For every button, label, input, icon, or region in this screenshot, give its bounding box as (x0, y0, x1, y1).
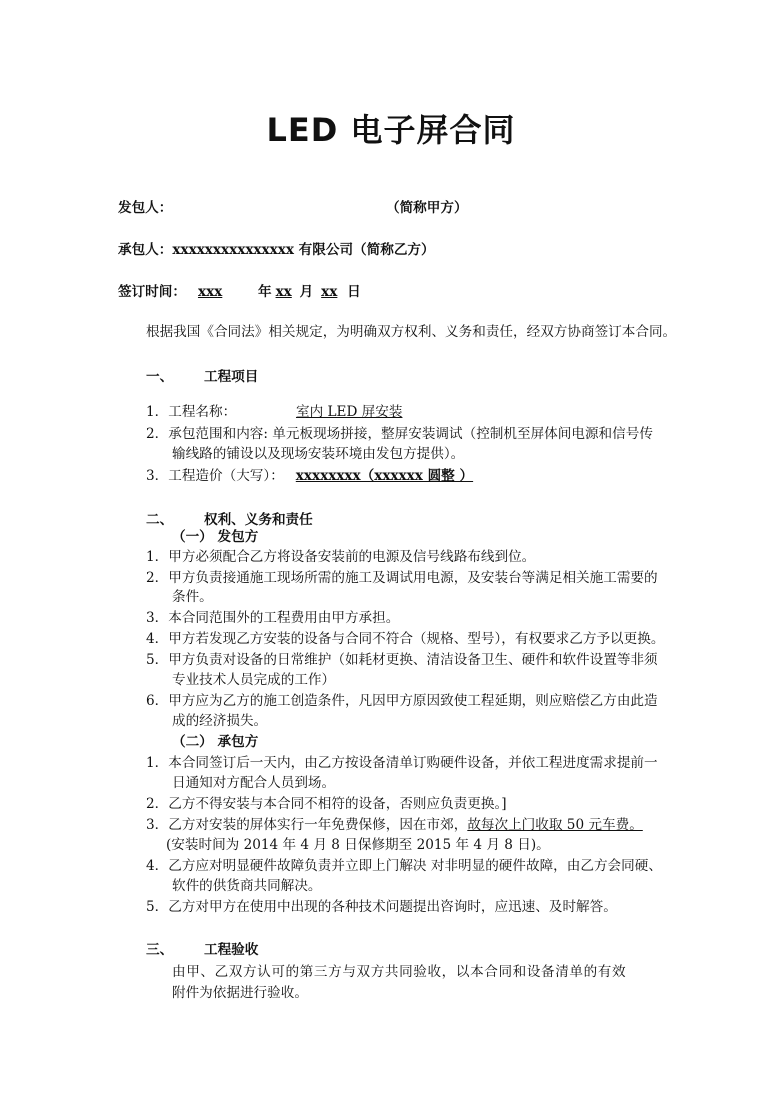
s3-body-line1: 由甲、乙双方认可的第三方与双方共同验收，以本合同和设备清单的有效 (172, 964, 627, 980)
sign-label: 签订时间： (118, 284, 186, 300)
section1-number: 一、 (146, 369, 174, 385)
s2-a6-line1: 6．甲方应为乙方的施工创造条件，凡因甲方原因致使工程延期，则应赔偿乙方由此造 (146, 693, 658, 709)
s2-a2-line1: 2．甲方负责接通施工现场所需的施工及调试用电源，及安装台等满足相关施工需要的 (146, 570, 658, 586)
section2-title: 权利、义务和责任 (204, 512, 313, 528)
s2-b3-line1 (146, 815, 643, 835)
sign-day-unit: 日 (347, 284, 361, 300)
s2-a4: 4．甲方若发现乙方安装的设备与合同不符合（规格、型号），有权要求乙方予以更换。 (146, 631, 665, 647)
s1-item3-value: xxxxxxxx（xxxxxx 圆整 ） (295, 468, 474, 484)
sign-month: xx (275, 284, 292, 300)
page-title: LED 电子屏合同 (266, 111, 516, 149)
s2-b4-line1: 4．乙方应对明显硬件故障负责并立即上门解决 对非明显的硬件故障，由乙方会同硬、 (146, 858, 662, 874)
s2-b2: 2．乙方不得安装与本合同不相符的设备，否则应负责更换。] (146, 796, 507, 812)
s1-item1-value: 室内 LED 屏安装 (295, 404, 403, 420)
s2-a2-line2: 条件。 (172, 589, 213, 605)
section3-number: 三、 (146, 942, 174, 958)
s2-a3: 3．本合同范围外的工程费用由甲方承担。 (146, 610, 400, 626)
s2-b4-line2: 软件的供货商共同解决。 (172, 878, 322, 894)
sign-month-unit: 月 (299, 284, 314, 300)
contractor-line: 承包人：xxxxxxxxxxxxxxx 有限公司（简称乙方） (118, 242, 435, 258)
s2-a6-line2: 成的经济损失。 (172, 713, 268, 729)
s1-item1 (146, 402, 462, 422)
intro-paragraph: 根据我国《合同法》相关规定，为明确双方权利、义务和责任，经双方协商签订本合同。 (146, 324, 677, 340)
employer-note: （简称甲方） (386, 200, 468, 216)
s2-a5-line2: 专业技术人员完成的工作） (172, 672, 336, 688)
section3-title: 工程验收 (204, 942, 259, 958)
employer-label: 发包人： (118, 200, 173, 216)
s2-b3-line2: (安装时间为 2014 年 4 月 8 日保修期至 2015 年 4 月 8 日)。 (166, 837, 550, 853)
s2-b5: 5．乙方对甲方在使用中出现的各种技术问题提出咨询时，应迅速、及时解答。 (146, 899, 617, 915)
s1-item1-label: 1．工程名称： (146, 404, 237, 420)
sign-date-line (118, 282, 361, 302)
s2-sub1: （一） 发包方 (172, 529, 259, 545)
s1-item3 (146, 466, 474, 486)
s1-item3-label: 3．工程造价（大写）： (146, 468, 284, 484)
section1-title: 工程项目 (204, 369, 259, 385)
section2-number: 二、 (146, 512, 174, 528)
s3-body-line2: 附件为依据进行验收。 (172, 985, 308, 1001)
s1-item2-line1: 2．承包范围和内容: 单元板现场拼接，整屏安装调试（控制机至屏体间电源和信号传 (146, 426, 653, 442)
sign-year-unit: 年 (257, 284, 272, 300)
s2-b1-line1: 1．本合同签订后一天内，由乙方按设备清单订购硬件设备，并依工程进度需求提前一 (146, 755, 658, 771)
s1-item2-line2: 输线路的铺设以及现场安装环境由发包方提供）。 (172, 446, 465, 462)
s2-b3-line1a: 3．乙方对安装的屏体实行一年免费保修，因在市郊， (146, 817, 468, 833)
s2-b3-line1b: 故每次上门收取 50 元车费。 (467, 817, 643, 833)
s2-b1-line2: 日通知对方配合人员到场。 (172, 775, 336, 791)
sign-year: xxx (197, 284, 223, 300)
s2-a1: 1．甲方必须配合乙方将设备安装前的电源及信号线路布线到位。 (146, 549, 536, 565)
s2-sub2: （二） 承包方 (172, 734, 259, 750)
s2-a5-line1: 5．甲方负责对设备的日常维护（如耗材更换、清洁设备卫生、硬件和软件设置等非须 (146, 652, 658, 668)
sign-day: xx (321, 284, 338, 300)
